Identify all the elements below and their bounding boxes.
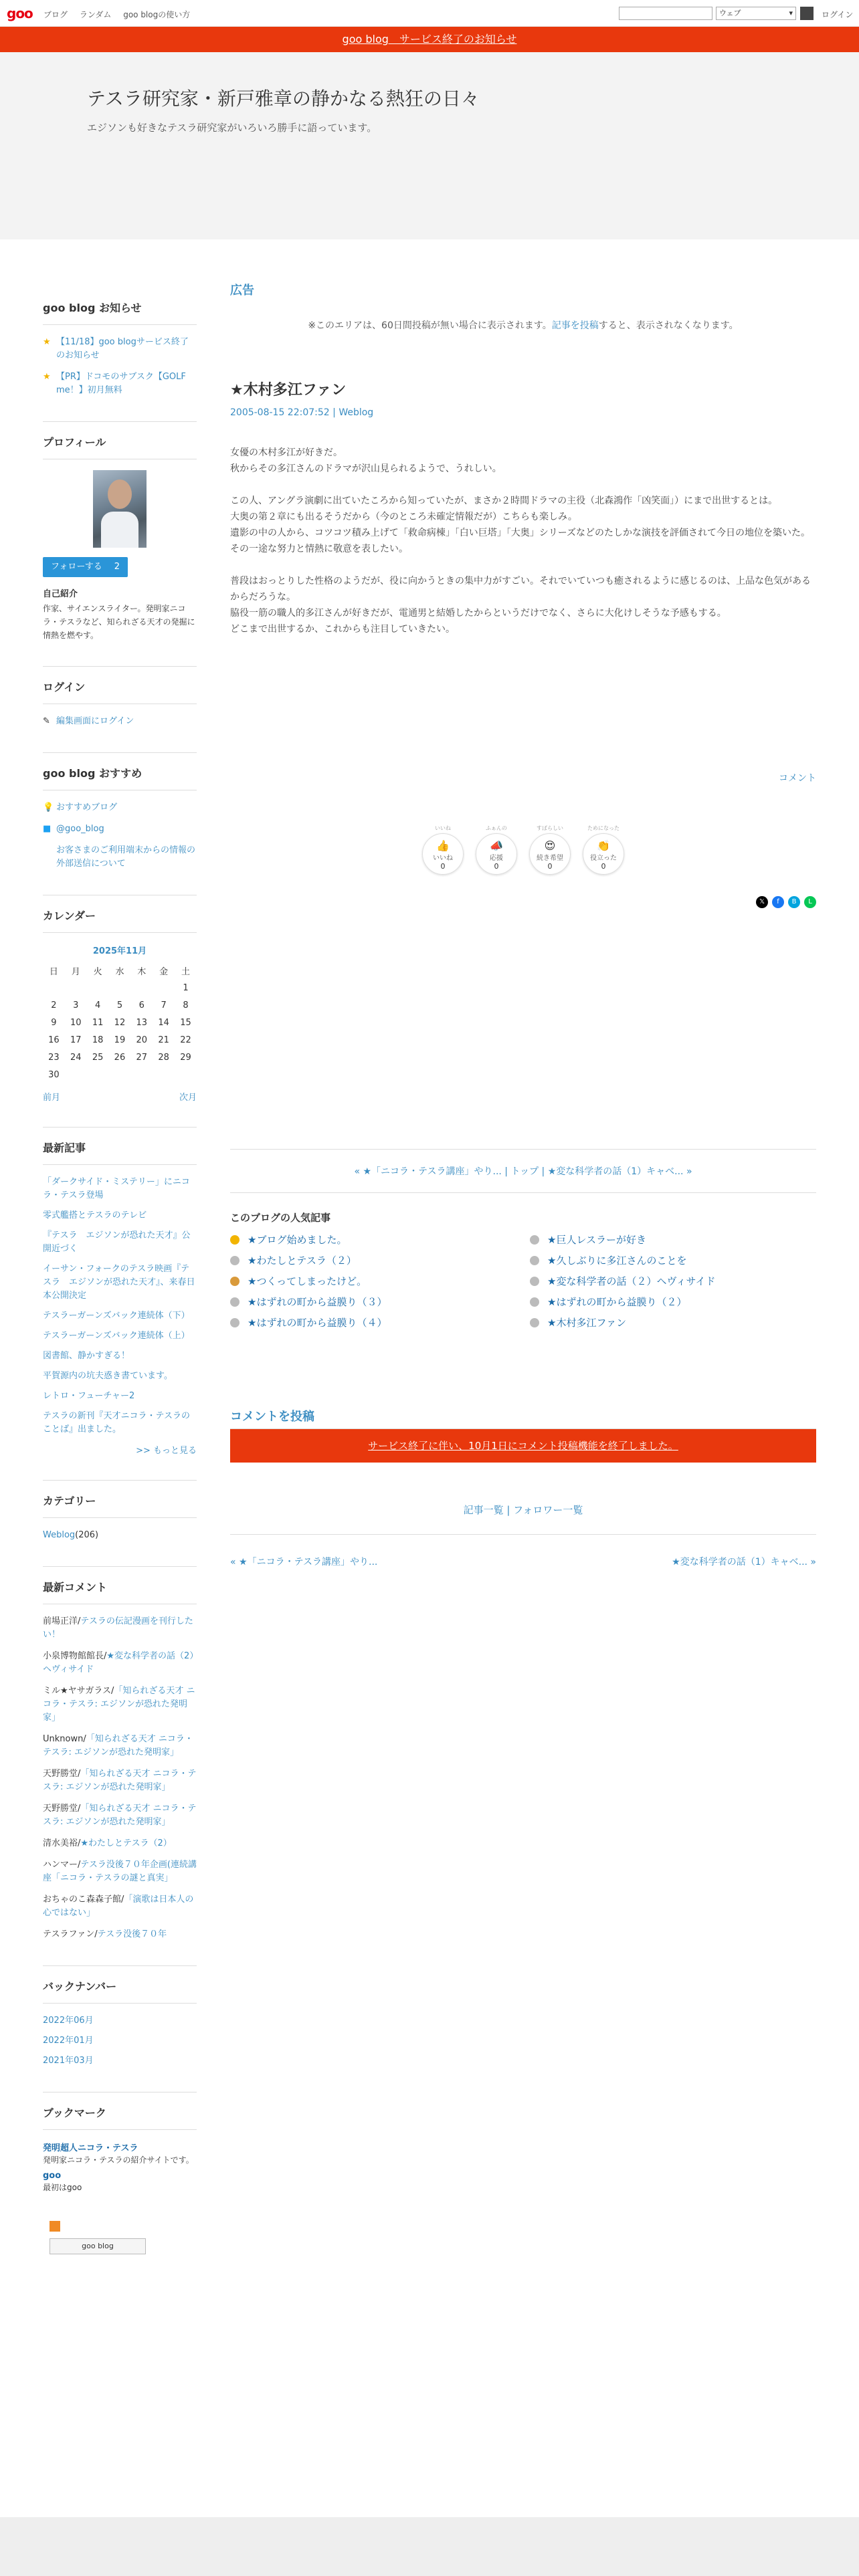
top-link[interactable]: トップ: [510, 1166, 539, 1177]
comment-post-link[interactable]: 「知られざる天才 ニコラ・テスラ: エジソンが恐れた発明家」: [43, 1686, 195, 1723]
recent-comment: [43, 1802, 197, 1829]
recent-post-link[interactable]: 平賀源内の坑夫惑き書ています。: [43, 1371, 173, 1381]
profile-heading: プロフィール: [43, 429, 197, 459]
recent-post-link[interactable]: 図書館、静かすぎる！: [43, 1351, 130, 1361]
calendar-prev[interactable]: 前月: [43, 1093, 61, 1103]
popular-item-link[interactable]: ★巨人レスラーが好き: [547, 1234, 646, 1246]
comment-post-link[interactable]: テスラの伝記漫画を刊行したい！: [43, 1616, 193, 1640]
comment-author: テスラファン: [43, 1929, 95, 1939]
popular-item[interactable]: [230, 1253, 516, 1267]
calendar-weekday: 土: [181, 966, 191, 977]
reaction-circle[interactable]: [529, 833, 571, 875]
calendar-day: 27: [136, 1052, 148, 1063]
calendar-day: [130, 1066, 153, 1083]
nav-howto[interactable]: goo blogの使い方: [123, 10, 191, 19]
popular-item-link[interactable]: ★ブログ始めました。: [248, 1234, 347, 1246]
comment-post-link[interactable]: 「演歌は日本人の心ではない」: [43, 1895, 194, 1918]
comment-author: 清水美裕: [43, 1838, 78, 1848]
calendar-day: 21: [158, 1035, 169, 1045]
goo-blog-badge[interactable]: goo blog: [50, 2238, 146, 2254]
calendar-day: 12: [114, 1017, 126, 1028]
comment-link[interactable]: コメント: [779, 773, 816, 784]
calendar-day: 28: [158, 1052, 169, 1063]
comment-author: おちゃのこ森森子館: [43, 1895, 122, 1905]
entry-paragraph: 女優の木村多江が好きだ。 秋からその多江さんのドラマが沢山見られるようで、うれしい。: [230, 447, 502, 474]
entry-paragraph: 普段はおっとりした性格のようだが、役に向かうときの集中力がすごい。それでいていつも癒されるように感じるのは、上品な色気があるからだろうな。 脇役一筋の職人的多江さんが好きだが、電通男と結婚したからというだけでなく、さらに大化けしそうな予感もする。 どこまで出世するか、これからも注目していきたい。: [230, 576, 811, 635]
reaction-icon: 😍: [544, 839, 556, 852]
service-end-notice[interactable]: goo blog サービス終了のお知らせ: [0, 27, 859, 52]
search-scope-select[interactable]: ウェブ ▾: [716, 7, 796, 20]
external-info-link[interactable]: お客さまのご利用端末からの情報の外部送信について: [56, 845, 196, 869]
login-link[interactable]: ログイン: [822, 10, 854, 19]
follower-count: 2: [114, 562, 120, 572]
reaction-icon: 👏: [597, 839, 610, 852]
recent-comment: [43, 1928, 197, 1941]
backnumber-section: [43, 1965, 197, 2068]
entry-title[interactable]: ★木村多江ファン: [230, 382, 347, 399]
calendar-day: [65, 1066, 87, 1083]
calendar-day: [109, 1066, 131, 1083]
calendar-day: [130, 979, 153, 996]
comment-author: ミル★ヤサガラス: [43, 1686, 112, 1696]
recommend-heading: goo blog おすすめ: [43, 760, 197, 790]
recent-comment: [43, 1837, 197, 1850]
comment-separator: /: [78, 1616, 81, 1626]
comment-post-link[interactable]: 「知られざる天才 ニコラ・テスラ: エジソンが恐れた発明家」: [43, 1804, 197, 1827]
pencil-icon: ✎: [43, 716, 50, 726]
entry-body: [230, 445, 816, 637]
bookmark-link[interactable]: goo: [43, 2171, 62, 2181]
entry-pager: « ★「ニコラ・テスラ講座」やり... | トップ | ★変な科学者の話（1）キャベ... »: [230, 1149, 816, 1193]
popular-item[interactable]: [530, 1274, 816, 1288]
calendar-weekday: 金: [159, 966, 169, 977]
reaction-caption: すばらしい: [537, 825, 563, 831]
popular-item-link[interactable]: ★はずれの町から益膜り（２）: [547, 1296, 687, 1308]
recent-comment: [43, 1733, 197, 1759]
popular-item-link[interactable]: ★はずれの町から益膜り（４）: [248, 1317, 387, 1329]
calendar-day: 19: [114, 1035, 126, 1045]
blog-description: エジソンも好きなテスラ研究家がいろいろ勝手に語っています。: [87, 122, 377, 134]
comment-post-link[interactable]: テスラ没後７０年: [97, 1929, 167, 1939]
recent-comment: [43, 1767, 197, 1794]
calendar-day: 26: [114, 1052, 126, 1063]
follower-list-link[interactable]: フォロワー一覧: [513, 1504, 583, 1516]
reaction-label: 応援: [490, 855, 503, 862]
popular-item[interactable]: [230, 1274, 516, 1288]
comment-post-link[interactable]: 「知られざる天才 ニコラ・テスラ: エジソンが恐れた発明家」: [43, 1769, 197, 1792]
reaction-caption: ためになった: [587, 825, 619, 831]
calendar-day: 3: [73, 1000, 79, 1010]
calendar-day: 22: [180, 1035, 191, 1045]
more-link[interactable]: >> もっと見る: [136, 1446, 197, 1456]
recent-post-link[interactable]: レトロ・フューチャー2: [43, 1391, 135, 1401]
calendar-day: 14: [158, 1017, 169, 1028]
reaction-icon: 📣: [490, 839, 503, 852]
calendar-day: 20: [136, 1035, 148, 1045]
hatena-share-icon[interactable]: B: [788, 896, 800, 908]
blog-header: [0, 52, 859, 239]
calendar-weekday: 火: [93, 966, 102, 977]
twitter-link[interactable]: ■ @goo_blog: [43, 823, 197, 836]
popular-item[interactable]: [530, 1295, 816, 1309]
login-section: [43, 666, 197, 728]
rank-icon: [530, 1277, 539, 1286]
reaction-button[interactable]: [529, 825, 571, 875]
calendar-day: 16: [48, 1035, 60, 1045]
calendar-day: 8: [183, 1000, 189, 1010]
comment-author: ハンマー: [43, 1860, 78, 1870]
calendar-day: 9: [51, 1017, 57, 1028]
recent-post-link[interactable]: イーサン・フォークのテスラ映画『テスラ エジソンが恐れた天才』、来春日本公開決定: [43, 1264, 195, 1301]
calendar-table: [43, 962, 197, 1083]
comment-post-link[interactable]: テスラ没後７０年企画(連続講座「ニコラ・テスラの謎と真実」: [43, 1860, 197, 1883]
recent-comment: [43, 1615, 197, 1642]
crown-icon: [230, 1256, 240, 1265]
next-entry-link[interactable]: ★変な科学者の話（1）キャベ... »: [547, 1166, 692, 1177]
search-input[interactable]: [619, 7, 712, 20]
prev-entry-link[interactable]: « ★「ニコラ・テスラ講座」やり...: [354, 1166, 502, 1177]
footer-pager: [230, 1555, 816, 1568]
calendar-day: 24: [70, 1052, 82, 1063]
recent-comments-section: [43, 1566, 197, 1941]
twitter-icon: ■: [43, 824, 52, 834]
rss-icon[interactable]: [50, 2221, 60, 2232]
comment-author: Unknown: [43, 1734, 84, 1744]
calendar-day: 2: [51, 1000, 57, 1010]
comment-separator: /: [111, 1686, 114, 1696]
reaction-button[interactable]: [582, 825, 625, 875]
reaction-button[interactable]: [421, 825, 464, 875]
calendar-month: 2025年11月: [92, 946, 147, 956]
popular-item-link[interactable]: ★久しぶりに多江さんのことを: [547, 1255, 687, 1267]
reaction-label: 続き希望: [537, 855, 563, 862]
news-item[interactable]: ★ 【PR】ドコモのサブスク【GOLF me！】初月無料: [43, 370, 197, 397]
post-article-link[interactable]: 記事を投稿: [551, 320, 599, 331]
nav-random[interactable]: ランダム: [79, 10, 112, 19]
rank-icon: [230, 1318, 240, 1327]
calendar-day: 13: [136, 1017, 148, 1028]
profile-section: [43, 421, 197, 642]
calendar-day: 1: [183, 982, 189, 993]
bookmark-desc: 最初はgoo: [43, 2183, 82, 2192]
share-buttons: [230, 896, 816, 908]
calendar-day: 5: [116, 1000, 123, 1010]
goo-logo[interactable]: goo: [7, 5, 33, 21]
recent-post-link[interactable]: 零式艦搭とテスラのテレビ: [43, 1210, 147, 1220]
recent-posts-heading: 最新記事: [43, 1134, 197, 1165]
entry-date: 2005-08-15 22:07:52: [230, 407, 330, 418]
calendar-day: [87, 979, 109, 996]
ad-text: ※このエリアは、60日間投稿が無い場合に表示されます。記事を投稿すると、表示されなくなります。: [308, 320, 739, 331]
follow-button[interactable]: フォローする 2: [43, 557, 128, 577]
sidebar: [43, 294, 197, 2278]
reaction-count: 0: [547, 862, 553, 871]
recent-posts-section: [43, 1127, 197, 1456]
bookmark-section: [43, 2092, 197, 2254]
calendar-day: 15: [180, 1017, 191, 1028]
category-item[interactable]: Weblog (206): [43, 1530, 99, 1540]
comment-post-heading: コメントを投稿: [230, 1407, 816, 1429]
comment-author: 小泉博物館館長: [43, 1651, 104, 1661]
calendar-day: [109, 979, 131, 996]
calendar-next[interactable]: 次月: [179, 1093, 197, 1103]
login-heading: ログイン: [43, 673, 197, 704]
recommend-section: [43, 752, 197, 871]
popular-list: [230, 1232, 816, 1329]
facebook-share-icon[interactable]: f: [772, 896, 784, 908]
backnumber-heading: バックナンバー: [43, 1973, 197, 2004]
bookmark-desc: 発明家ニコラ・テスラの紹介サイトです。: [43, 2155, 194, 2165]
recent-post-link[interactable]: 『テスラ エジソンが恐れた天才』公開近づく: [43, 1230, 191, 1254]
entry-paragraph: この人、アングラ演劇に出ていたころから知っていたが、まさか２時間ドラマの主役（北森鴻作「凶笑面」）にまで出世するとは。 大奥の第２章にも出るそうだから（今のところ未確定情報だが）こちらも楽しみ。 遺影の中の人から、コツコツ積み上げて「救命病棟」「白い巨塔」「大奥」シリーズなどのたしかな演技を評価されて今日の地位を築いた。その一途な努力と情熱に敬意を表したい。: [230, 496, 811, 554]
calendar-day: [87, 1066, 109, 1083]
reaction-label: 役立った: [590, 855, 617, 862]
reaction-button[interactable]: [475, 825, 518, 875]
comment-separator: /: [78, 1769, 81, 1779]
ad-heading: 広告: [230, 284, 254, 298]
popular-heading: このブログの人気記事: [230, 1212, 331, 1224]
crown-icon: [230, 1235, 240, 1245]
comment-separator: /: [78, 1804, 81, 1814]
top-bar: [0, 0, 859, 27]
recent-comment: [43, 1685, 197, 1725]
calendar-day: 29: [180, 1052, 191, 1063]
recommend-blog-link[interactable]: 💡 おすすめブログ: [43, 801, 197, 815]
comment-author: 天野勝堂: [43, 1804, 78, 1814]
category-section: [43, 1480, 197, 1542]
popular-item[interactable]: [530, 1253, 816, 1267]
blog-title[interactable]: テスラ研究家・新戸雅章の静かなる熱狂の日々: [87, 88, 480, 110]
reaction-count: 0: [601, 862, 606, 871]
recent-post-link[interactable]: テスラーガーンズバック連続体（上）: [43, 1331, 190, 1341]
avatar[interactable]: [93, 470, 147, 548]
reaction-caption: ふぁんの: [486, 825, 507, 831]
recent-post-link[interactable]: 「ダークサイド・ミステリー」にニコラ・テスラ登場: [43, 1177, 190, 1200]
comment-separator: /: [94, 1929, 98, 1939]
bookmark-link[interactable]: 発明超人ニコラ・テスラ: [43, 2143, 138, 2153]
comment-closed-notice[interactable]: サービス終了に伴い、10月1日にコメント投稿機能を終了しました。: [230, 1429, 816, 1463]
calendar-weekday: 日: [49, 966, 58, 977]
line-share-icon[interactable]: L: [804, 896, 816, 908]
popular-item[interactable]: [530, 1232, 816, 1247]
calendar-day: 25: [92, 1052, 104, 1063]
nav-blog[interactable]: ブログ: [43, 10, 68, 19]
calendar-day: 23: [48, 1052, 60, 1063]
x-share-icon[interactable]: 𝕏: [756, 896, 768, 908]
reaction-circle[interactable]: [476, 833, 517, 875]
calendar-day: [43, 979, 65, 996]
backnumber-item[interactable]: 2022年01月: [43, 2036, 94, 2046]
self-intro-text: 作家、サイエンスライター。発明家ニコラ・テスラなど、知られざる天才の発掘に情熱を燃やす。: [43, 604, 195, 640]
calendar-weekday: 月: [71, 966, 80, 977]
rank-icon: [530, 1318, 539, 1327]
prev-entry-link[interactable]: « ★「ニコラ・テスラ講座」やり...: [230, 1557, 378, 1568]
comment-separator: /: [121, 1895, 124, 1905]
comment-separator: /: [104, 1651, 107, 1661]
reaction-count: 0: [494, 862, 499, 871]
calendar-day: 6: [138, 1000, 145, 1010]
footer-links: 記事一覧 | フォロワー一覧: [230, 1503, 816, 1535]
popular-item-link[interactable]: ★わたしとテスラ（２）: [248, 1255, 357, 1267]
lightbulb-icon: 💡: [43, 802, 54, 813]
recent-post-link[interactable]: テスラーガーンズバック連続体（下）: [43, 1311, 190, 1321]
reaction-count: 0: [440, 862, 446, 871]
calendar-section: [43, 895, 197, 1103]
popular-item-link[interactable]: ★はずれの町から益膜り（３）: [248, 1296, 387, 1308]
popular-item[interactable]: [230, 1315, 516, 1329]
rank-icon: [230, 1277, 240, 1286]
bookmark-heading: ブックマーク: [43, 2099, 197, 2130]
calendar-weekday: 木: [137, 966, 147, 977]
recent-comment: [43, 1650, 197, 1677]
page-footer: [0, 2517, 859, 2576]
calendar-day: [65, 979, 87, 996]
calendar-day: 7: [161, 1000, 167, 1010]
calendar-day: 17: [70, 1035, 82, 1045]
popular-item-link[interactable]: ★つくってしまったけど。: [248, 1275, 367, 1287]
calendar-day: 18: [92, 1035, 104, 1045]
entry-category[interactable]: Weblog: [339, 407, 374, 418]
reaction-label: いいね: [433, 855, 453, 862]
article-list-link[interactable]: 記事一覧: [463, 1504, 504, 1516]
rank-icon: [530, 1297, 539, 1307]
recent-post-link[interactable]: テスラの新刊『天才ニコラ・テスラのことば』出ました。: [43, 1411, 190, 1434]
self-intro-heading: 自己紹介: [43, 589, 78, 599]
entry-meta: 2005-08-15 22:07:52 | Weblog: [230, 407, 374, 418]
comment-post-link[interactable]: ★変な科学者の話（2）ヘヴィサイド: [43, 1651, 194, 1675]
popular-item-link[interactable]: ★木村多江ファン: [547, 1317, 627, 1329]
calendar-weekday: 水: [115, 966, 124, 977]
reaction-caption: いいね: [435, 825, 451, 831]
comment-separator: /: [78, 1860, 81, 1870]
comment-author: 前場正洋: [43, 1616, 78, 1626]
popular-item[interactable]: [530, 1315, 816, 1329]
comment-separator: /: [78, 1838, 81, 1848]
category-heading: カテゴリー: [43, 1487, 197, 1518]
news-heading: goo blog お知らせ: [43, 294, 197, 325]
calendar-day: 11: [92, 1017, 104, 1028]
calendar-heading: カレンダー: [43, 902, 197, 933]
backnumber-item[interactable]: 2022年06月: [43, 2016, 94, 2026]
comment-post-link[interactable]: ★わたしとテスラ（2）: [80, 1838, 172, 1848]
rank-icon: [230, 1297, 240, 1307]
reaction-buttons: [230, 825, 816, 875]
news-section: [43, 294, 197, 397]
calendar-day: 4: [94, 1000, 101, 1010]
star-icon: ★: [43, 372, 51, 382]
comment-post-link[interactable]: 「知られざる天才 ニコラ・テスラ: エジソンが恐れた発明家」: [43, 1734, 193, 1757]
main-content: [230, 281, 816, 1568]
comment-separator: /: [83, 1734, 86, 1744]
next-entry-link[interactable]: ★変な科学者の話（1）キャベ... »: [672, 1557, 816, 1568]
calendar-day: [153, 1066, 175, 1083]
recent-comments-heading: 最新コメント: [43, 1574, 197, 1604]
star-icon: ★: [43, 337, 51, 347]
reaction-circle[interactable]: [422, 833, 464, 875]
popular-item[interactable]: [230, 1232, 516, 1247]
top-nav: [43, 9, 199, 20]
reaction-icon: 👍: [436, 839, 450, 852]
rank-icon: [530, 1256, 539, 1265]
calendar-day: [175, 1066, 197, 1083]
recent-comment: [43, 1858, 197, 1885]
popular-item-link[interactable]: ★変な科学者の話（２）ヘヴィサイド: [547, 1275, 716, 1287]
comment-author: 天野勝堂: [43, 1769, 78, 1779]
calendar-day: 10: [70, 1017, 82, 1028]
edit-login-link[interactable]: ✎ 編集画面にログイン: [43, 715, 197, 728]
popular-item[interactable]: [230, 1295, 516, 1309]
recent-comment: [43, 1893, 197, 1920]
crown-icon: [530, 1235, 539, 1245]
calendar-day: [153, 979, 175, 996]
backnumber-item[interactable]: 2021年03月: [43, 2056, 94, 2066]
search-button[interactable]: [800, 7, 814, 20]
reaction-circle[interactable]: [583, 833, 624, 875]
calendar-day: 30: [48, 1069, 60, 1080]
news-item[interactable]: ★ 【11/18】goo blogサービス終了のお知らせ: [43, 336, 197, 362]
